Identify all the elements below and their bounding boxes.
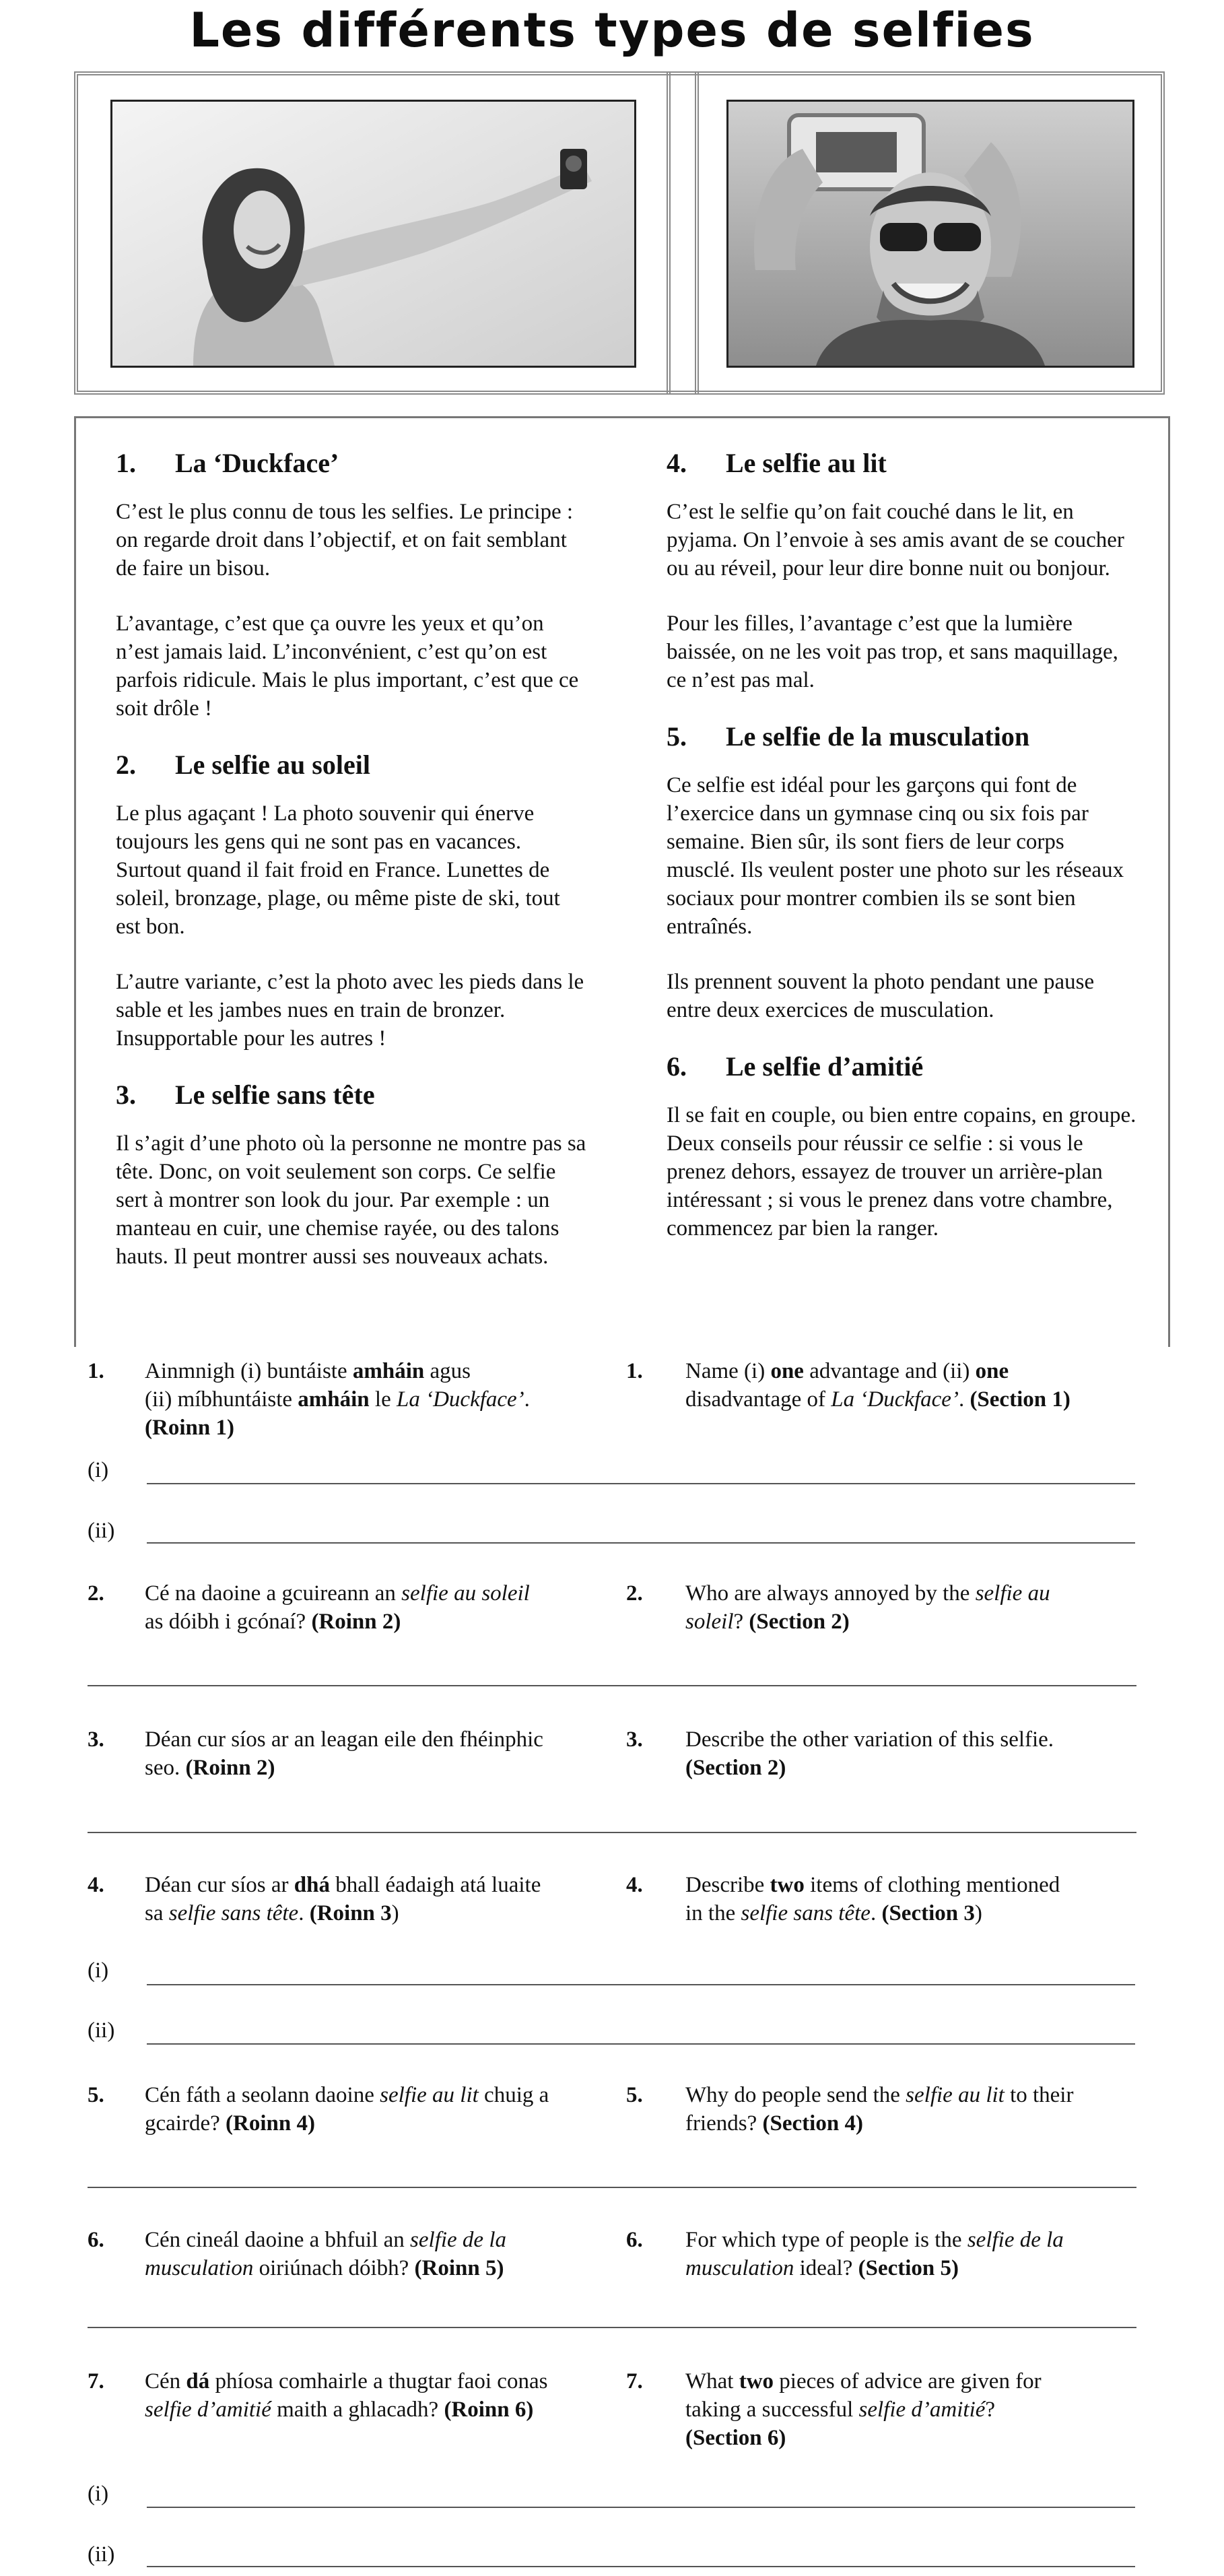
answer-line[interactable]: [147, 1984, 1135, 1985]
article-left-column: [116, 448, 587, 1298]
question-number-ga: 4.: [88, 1873, 104, 1897]
question-number-ga: 3.: [88, 1727, 104, 1752]
section-4: [667, 448, 1138, 694]
question-number-ga: 6.: [88, 2228, 104, 2252]
question-4-irish: Déan cur síos ar dhá bhall éadaigh atá luaite sa selfie sans tête. (Roinn 3): [145, 1873, 541, 1925]
answer-label: (ii): [88, 2542, 115, 2567]
section-number: 5.: [667, 721, 687, 752]
question-3-irish: Déan cur síos ar an leagan eile den fhéinphic seo. (Roinn 2): [145, 1727, 543, 1780]
woman-selfie-photo: [110, 100, 636, 368]
answer-line[interactable]: [88, 2327, 1136, 2328]
section-paragraph: C’est le selfie qu’on fait couché dans le lit, en pyjama. On l’envoie à ses amis avant de se coucher ou au réveil, pour leur dire bonne nuit ou bonjour.: [667, 500, 1124, 581]
answer-label: (ii): [88, 1519, 115, 1543]
section-paragraph: Le plus agaçant ! La photo souvenir qui énerve toujours les gens qui ne sont pas en vacances. Surtout quand il fait froid en France. Lunettes de soleil, bronzage, plage, ou même piste de ski, tout est bon.: [116, 801, 560, 939]
section-number: 2.: [116, 750, 136, 780]
question-6-english: For which type of people is the selfie de la musculation ideal? (Section 5): [685, 2228, 1064, 2280]
answer-label: (i): [88, 2482, 109, 2506]
section-3: [116, 1080, 587, 1271]
question-1-irish: Ainmnigh (i) buntáiste amháin agus (ii) míbhuntáiste amháin le La ‘Duckface’. (Roinn 1): [145, 1359, 530, 1440]
section-number: 4.: [667, 448, 687, 478]
answer-line[interactable]: [147, 1542, 1135, 1544]
answer-line[interactable]: [147, 2043, 1135, 2045]
section-paragraph: L’autre variante, c’est la photo avec les pieds dans le sable et les jambes nues en train de bronzer. Insupportable pour les autres !: [116, 970, 584, 1051]
section-heading: Le selfie d’amitié: [726, 1051, 924, 1082]
question-1-english: Name (i) one advantage and (ii) one disadvantage of La ‘Duckface’. (Section 1): [685, 1359, 1070, 1412]
question-number-en: 5.: [626, 2083, 643, 2107]
section-paragraph: C’est le plus connu de tous les selfies. Le principe : on regarde droit dans l’objectif, et on fait semblant de faire un bisou.: [116, 500, 574, 581]
answer-line[interactable]: [147, 2507, 1135, 2508]
question-3-english: Describe the other variation of this selfie. (Section 2): [685, 1727, 1054, 1780]
question-2-irish: Cé na daoine a gcuireann an selfie au soleil as dóibh i gcónaí? (Roinn 2): [145, 1581, 530, 1634]
question-number-ga: 2.: [88, 1581, 104, 1606]
section-paragraph: Ils prennent souvent la photo pendant une pause entre deux exercices de musculation.: [667, 970, 1095, 1022]
section-paragraph: Pour les filles, l’avantage c’est que la lumière baissée, on ne les voit pas trop, et sans maquillage, ce n’est pas mal.: [667, 612, 1118, 692]
question-number-en: 3.: [626, 1727, 643, 1752]
man-selfie-photo: [726, 100, 1134, 368]
question-2-english: Who are always annoyed by the selfie au soleil? (Section 2): [685, 1581, 1050, 1634]
article-right-column: [667, 448, 1138, 1269]
answer-line[interactable]: [147, 1483, 1135, 1484]
question-number-en: 4.: [626, 1873, 643, 1897]
section-2: [116, 750, 587, 1053]
section-6: [667, 1051, 1138, 1243]
section-heading: Le selfie de la musculation: [726, 721, 1030, 752]
question-number-en: 2.: [626, 1581, 643, 1606]
section-paragraph: Il s’agit d’une photo où la personne ne montre pas sa tête. Donc, on voit seulement son corps. Ce selfie sert à montrer son look du jour. Par exemple : un manteau en cuir, une chemise rayée, ou des talons hauts. Il peut montrer aussi ses nouveaux achats.: [116, 1131, 586, 1269]
photo-divider: [667, 71, 699, 395]
answer-label: (i): [88, 1958, 109, 1983]
section-paragraph: L’avantage, c’est que ça ouvre les yeux et qu’on n’est jamais laid. L’inconvénient, c’est qu’on est parfois ridicule. Mais le plus important, c’est que ce soit drôle !: [116, 612, 579, 721]
question-5-english: Why do people send the selfie au lit to their friends? (Section 4): [685, 2083, 1074, 2136]
answer-line[interactable]: [88, 1685, 1136, 1686]
page-title: Les différents types de selfies: [189, 3, 1035, 58]
section-5: [667, 721, 1138, 1024]
section-paragraph: Ce selfie est idéal pour les garçons qui font de l’exercice dans un gymnase cinq ou six fois par semaine. Bien sûr, ils sont fiers de leur corps musclé. Ils veulent poster une photo sur les réseaux sociaux pour montrer combien ils se sont bien entraînés.: [667, 773, 1124, 939]
question-number-ga: 5.: [88, 2083, 104, 2107]
section-heading: Le selfie au lit: [726, 448, 887, 478]
question-number-en: 1.: [626, 1359, 643, 1383]
section-heading: Le selfie au soleil: [175, 750, 370, 780]
answer-line[interactable]: [147, 2566, 1135, 2567]
answer-line[interactable]: [88, 2187, 1136, 2188]
answer-label: (ii): [88, 2018, 115, 2043]
section-paragraph: Il se fait en couple, ou bien entre copains, en groupe. Deux conseils pour réussir ce selfie : si vous le prenez dehors, essayez de trouver un arrière-plan intéressant ; si vous le prenez dans votre chambre, commencez par bien la ranger.: [667, 1103, 1136, 1241]
answer-line[interactable]: [88, 1832, 1136, 1833]
section-1: [116, 448, 587, 723]
question-7-english: What two pieces of advice are given for taking a successful selfie d’amitié? (Section 6): [685, 2369, 1042, 2450]
answer-label: (i): [88, 1458, 109, 1482]
question-7-irish: Cén dá phíosa comhairle a thugtar faoi conas selfie d’amitié maith a ghlacadh? (Roinn 6): [145, 2369, 548, 2422]
question-6-irish: Cén cineál daoine a bhfuil an selfie de la musculation oiriúnach dóibh? (Roinn 5): [145, 2228, 506, 2280]
question-number-ga: 7.: [88, 2369, 104, 2393]
question-number-ga: 1.: [88, 1359, 104, 1383]
question-4-english: Describe two items of clothing mentioned in the selfie sans tête. (Section 3): [685, 1873, 1060, 1925]
section-number: 3.: [116, 1080, 136, 1110]
question-5-irish: Cén fáth a seolann daoine selfie au lit chuig a gcairde? (Roinn 4): [145, 2083, 549, 2136]
section-heading: La ‘Duckface’: [175, 448, 339, 478]
section-heading: Le selfie sans tête: [175, 1080, 375, 1110]
question-number-en: 7.: [626, 2369, 643, 2393]
section-number: 1.: [116, 448, 136, 478]
question-number-en: 6.: [626, 2228, 643, 2252]
section-number: 6.: [667, 1051, 687, 1082]
